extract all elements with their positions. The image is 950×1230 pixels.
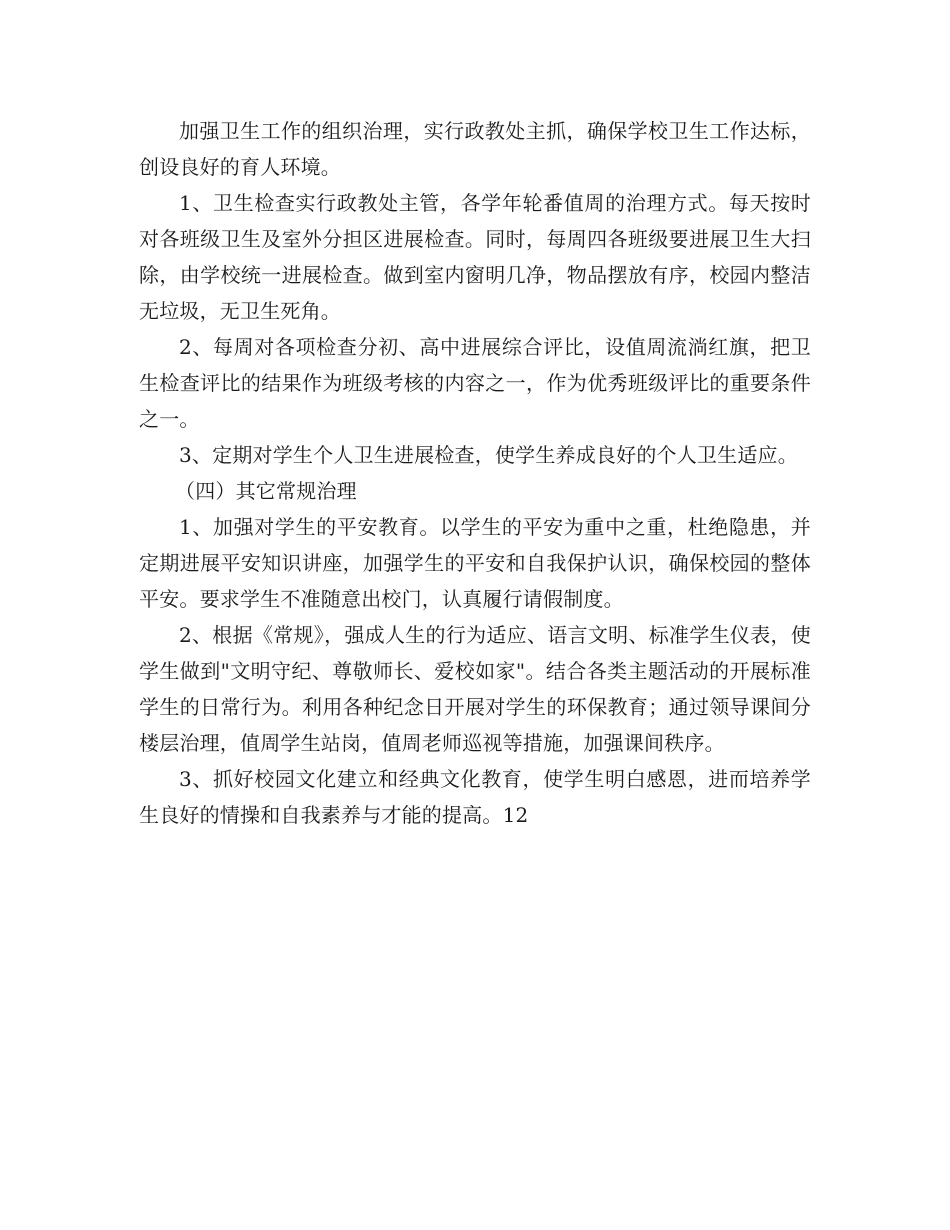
paragraph-other-2: 2、根据《常规》，强成人生的行为适应、语言文明、标准学生仪表，使学生做到"文明守纪、尊敬师长、爱校如家"。结合各类主题活动的开展标准学生的日常行为。利用各种纪念日开展对学生的环保教育；通过领导课间分楼层治理，值周学生站岗，值周老师巡视等措施，加强课间秩序。: [139, 623, 811, 755]
paragraph-other-3: 3、抓好校园文化建立和经典文化教育，使学生明白感恩，进而培养学生良好的情操和自我素养与才能的提高。12: [139, 767, 811, 827]
paragraph-hygiene-3: 3、定期对学生个人卫生进展检查，使学生养成良好的个人卫生适应。: [179, 443, 798, 467]
section-heading-other: （四）其它常规治理: [175, 479, 357, 503]
paragraph-hygiene-1: 1、卫生检查实行政教处主管，各学年轮番值周的治理方式。每天按时对各班级卫生及室外分担区进展检查。同时，每周四各班级要进展卫生大扫除，由学校统一进展检查。做到室内窗明几净，物品摆放有序，校园内整洁无垃圾，无卫生死角。: [139, 191, 811, 323]
paragraph-intro: 加强卫生工作的组织治理，实行政教处主抓，确保学校卫生工作达标，创设良好的育人环境。: [139, 119, 811, 179]
paragraph-other-1: 1、加强对学生的平安教育。以学生的平安为重中之重，杜绝隐患，并定期进展平安知识讲座，加强学生的平安和自我保护认识，确保校园的整体平安。要求学生不准随意出校门，认真履行请假制度。: [139, 515, 811, 611]
paragraph-hygiene-2: 2、每周对各项检查分初、高中进展综合评比，设值周流淌红旗，把卫生检查评比的结果作为班级考核的内容之一，作为优秀班级评比的重要条件之一。: [139, 335, 811, 431]
document-body: [139, 113, 811, 833]
